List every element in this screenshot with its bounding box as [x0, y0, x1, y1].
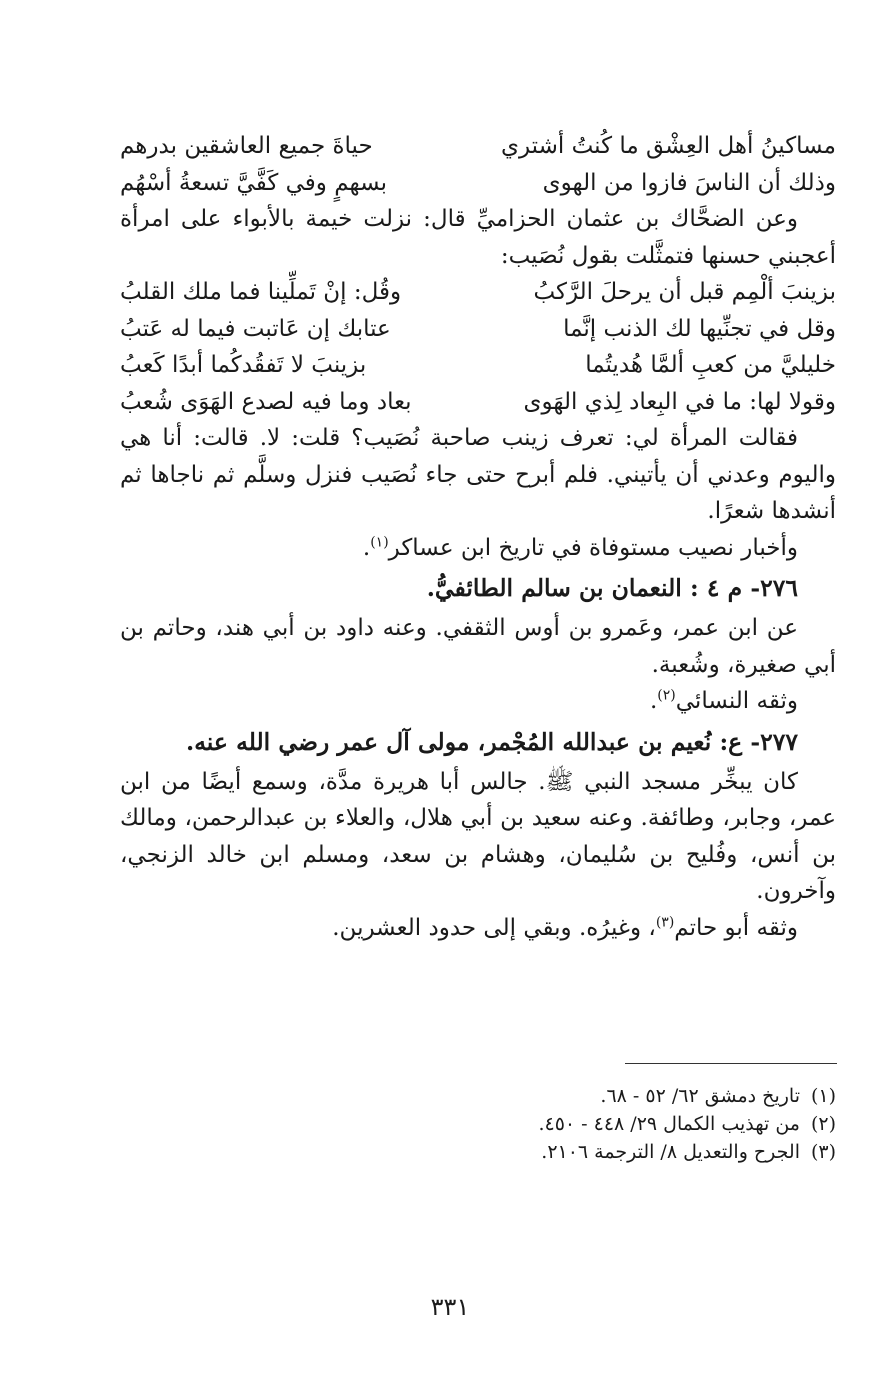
hemistich-first: وذلك أن الناسَ فازوا من الهوى [542, 169, 836, 196]
hemistich-first: مساكينُ أهل العِشْق ما كُنتُ أشتري [500, 133, 836, 159]
paragraph-text: وثقه النسائي [675, 688, 798, 714]
footnote [120, 1110, 836, 1138]
verse-line [120, 384, 836, 421]
verse-line [120, 165, 836, 202]
footnotes [120, 1082, 836, 1166]
hemistich-first: وقل في تجنِّيها لك الذنب إنَّما [563, 315, 836, 342]
paragraph-nuaym: كان يبخِّر مسجد النبي ﷺ. جالس أبا هريرة مدَّة، وسمع أيضًا من ابن عمر، وجابر، وطائفة. وعنه سعيد بن أبي هلال، والعلاء بن عبدالرحمن، ومالك بن أنس، وفُليح بن سُليمان، وهشام بن سعد، ومسلم ابن خالد الزنجي، وآخرون. [120, 768, 836, 904]
footnote [120, 1138, 836, 1166]
hemistich-second: عتابك إن عَاتبت فيما له عَتبُ [120, 315, 391, 342]
footnote-text: الجرح والتعديل ٨/ الترجمة ٢١٠٦. [541, 1141, 800, 1163]
paragraph-nusayb-news: وأخبار نصيب مستوفاة في تاريخ ابن عساكر$^{(١)}$. [362, 533, 798, 561]
verse-line [120, 311, 836, 348]
footnote-ref: (١) [370, 533, 389, 550]
entry-heading-277: ٢٧٧- ع: نُعيم بن عبدالله المُجْمر، مولى آل عمر رضي الله عنه. [186, 727, 798, 756]
hemistich-first: خليليَّ من كعبِ ألمَّا هُديتُما [585, 352, 836, 378]
hemistich-second: وقُل: إنْ تَملِّينا فما ملك القلبُ [120, 279, 402, 305]
paragraph-text: ، وغيرُه. وبقي إلى حدود العشرين. [332, 914, 656, 941]
paragraph-numan: عن ابن عمر، وعَمرو بن أوس الثقفي. وعنه داود بن أبي هند، وحاتم بن أبي صغيرة، وشُعبة. [120, 615, 836, 678]
footnote-number: (٢) [810, 1113, 836, 1135]
footnote [120, 1082, 836, 1110]
footnote-ref: (٢) [657, 687, 676, 704]
paragraph-zaynab: فقالت المرأة لي: تعرف زينب صاحبة نُصَيب؟ قلت: لا. قالت: أنا هي واليوم وعدني أن يأتيني. فلم أبرح حتى جاء نُصَيب فنزل وسلَّم ثم ناجاها ثم أنشدها شعرًا. [120, 425, 836, 524]
verse-line [120, 274, 836, 311]
footnote-number: (٣) [810, 1141, 836, 1163]
hemistich-second: حياةَ جميع العاشقين بدرهم [120, 133, 373, 159]
paragraph-nasai: وثقه النسائي$^{(٢)}$. [649, 687, 798, 714]
page-number: ٣٣١ [430, 1293, 470, 1321]
paragraph-text: وأخبار نصيب مستوفاة في تاريخ ابن عساكر [388, 534, 798, 561]
main-text [120, 128, 836, 946]
hemistich-second: بسهمٍ وفي كَفَّيَّ تسعةُ أسْهُم [120, 169, 388, 196]
paragraph-abu-hatim [120, 910, 836, 947]
footnote-text: تاريخ دمشق ٦٢/ ٥٢ - ٦٨. [600, 1085, 800, 1107]
paragraph-dahhak: وعن الضحَّاك بن عثمان الحزاميِّ قال: نزلت خيمة بالأبواء على امرأة أعجبني حسنها فتمثَّلت بقول نُصَيب: [120, 206, 836, 269]
footnote-number: (١) [810, 1085, 836, 1107]
verse-line [120, 128, 836, 165]
entry-heading-276: ٢٧٦- م ٤ : النعمان بن سالم الطائفيُّ. [426, 574, 798, 602]
footnote-ref: (٣) [655, 913, 675, 930]
footnote-text: من تهذيب الكمال ٢٩/ ٤٤٨ - ٤٥٠. [538, 1113, 800, 1135]
hemistich-second: بعاد وما فيه لصدع الهَوَى شُعبُ [120, 388, 412, 415]
hemistich-second: بزينبَ لا تَفقُدكُما أبدًا كَعبُ [120, 352, 367, 378]
hemistich-first: وقولا لها: ما في البِعاد لِذي الهَوى [523, 388, 836, 415]
hemistich-first: بزينبَ ألْمِم قبل أن يرحلَ الرَّكبُ [533, 279, 836, 305]
verse-line [120, 347, 836, 384]
footnote-divider [625, 1063, 837, 1064]
paragraph-text: وثقه أبو حاتم [674, 914, 798, 941]
